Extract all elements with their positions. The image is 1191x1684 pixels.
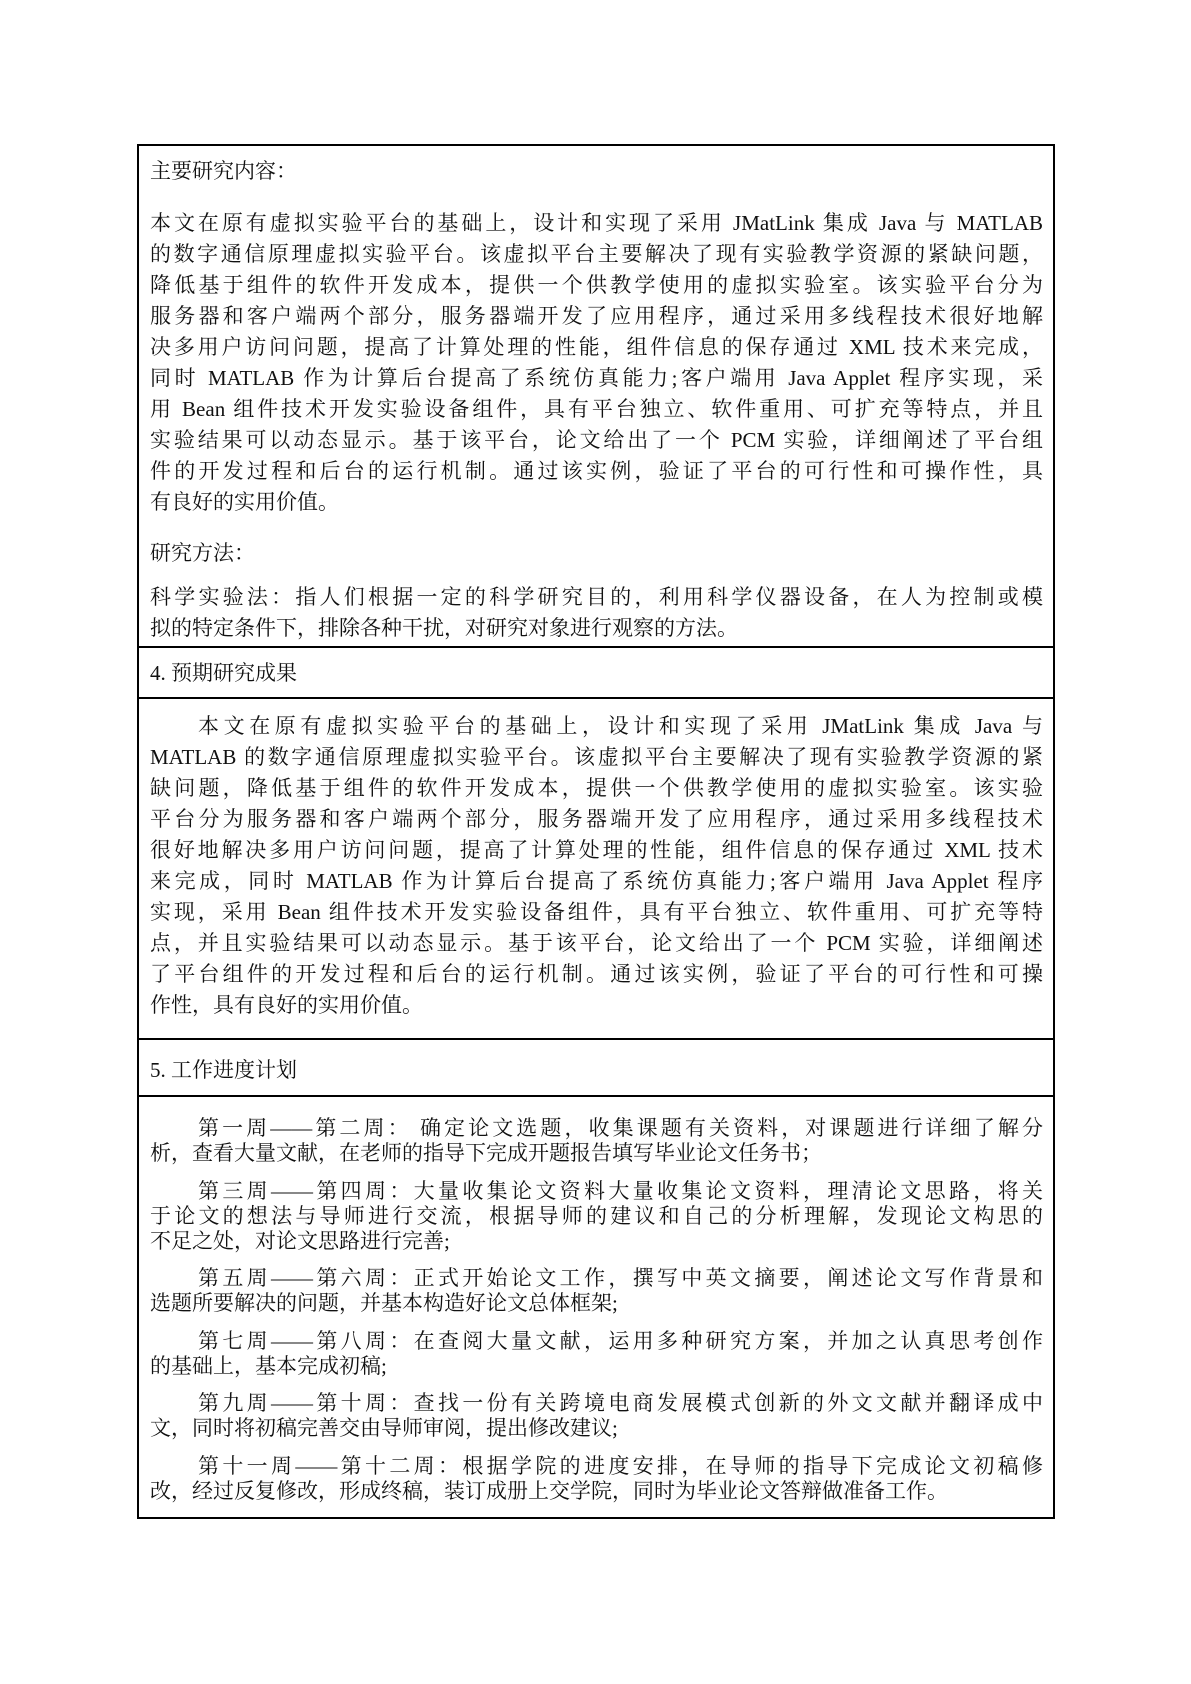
research-method-line: 拟的特定条件下，排除各种干扰，对研究对象进行观察的方法。 bbox=[150, 616, 738, 640]
research-content-line: 同时 MATLAB 作为计算后台提高了系统仿真能力;客户端用 Java Applet 程序实现，采 bbox=[150, 366, 1043, 390]
section-4-line: 点，并且实验结果可以动态显示。基于该平台，论文给出了一个 PCM 实验，详细阐述 bbox=[150, 931, 1043, 955]
section-4-line: 来完成，同时 MATLAB 作为计算后台提高了系统仿真能力;客户端用 Java Applet 程序 bbox=[150, 869, 1043, 893]
research-content-line: 有良好的实用价值。 bbox=[150, 490, 339, 514]
research-content-line: 本文在原有虚拟实验平台的基础上，设计和实现了采用 JMatLink 集成 Java 与 MATLAB bbox=[150, 211, 1043, 235]
schedule-line: 第九周——第十周：查找一份有关跨境电商发展模式创新的外文文献并翻译成中 bbox=[198, 1391, 1043, 1415]
research-content-line: 用 Bean 组件技术开发实验设备组件，具有平台独立、软件重用、可扩充等特点，并且 bbox=[150, 397, 1043, 421]
research-method-line: 科学实验法：指人们根据一定的科学研究目的，利用科学仪器设备，在人为控制或模 bbox=[150, 585, 1043, 609]
schedule-line: 第五周——第六周：正式开始论文工作，撰写中英文摘要，阐述论文写作背景和 bbox=[198, 1266, 1043, 1290]
research-content-line: 降低基于组件的软件开发成本，提供一个供教学使用的虚拟实验室。该实验平台分为 bbox=[150, 273, 1043, 297]
schedule-line: 第一周——第二周： 确定论文选题，收集课题有关资料，对课题进行详细了解分 bbox=[198, 1116, 1043, 1140]
section-4-line: 实现，采用 Bean 组件技术开发实验设备组件，具有平台独立、软件重用、可扩充等特 bbox=[150, 900, 1043, 924]
schedule-line: 不足之处，对论文思路进行完善; bbox=[150, 1228, 450, 1253]
schedule-line: 的基础上，基本完成初稿; bbox=[150, 1353, 387, 1378]
table-row-section-4-body bbox=[139, 699, 1053, 1040]
schedule-item bbox=[150, 1179, 1043, 1254]
schedule-line: 第七周——第八周：在查阅大量文献，运用多种研究方案，并加之认真思考创作 bbox=[198, 1328, 1043, 1353]
schedule-item bbox=[150, 1116, 1043, 1166]
research-method-heading: 研究方法： bbox=[150, 541, 255, 565]
section-4-line: 缺问题，降低基于组件的软件开发成本，提供一个供教学使用的虚拟实验室。该实验 bbox=[150, 776, 1043, 800]
research-method-paragraph bbox=[150, 582, 1043, 644]
section-4-line: 了平台组件的开发过程和后台的运行机制。通过该实例，验证了平台的可行性和可操 bbox=[150, 962, 1043, 986]
table-row-research-content bbox=[139, 146, 1053, 648]
section-4-line: 本文在原有虚拟实验平台的基础上，设计和实现了采用 JMatLink 集成 Java 与 bbox=[198, 714, 1043, 738]
schedule-item bbox=[150, 1266, 1043, 1316]
table-row-section-5-title bbox=[139, 1040, 1053, 1097]
research-content-line: 的数字通信原理虚拟实验平台。该虚拟平台主要解决了现有实验教学资源的紧缺问题， bbox=[150, 242, 1043, 266]
research-content-line: 服务器和客户端两个部分，服务器端开发了应用程序，通过采用多线程技术很好地解 bbox=[150, 304, 1043, 328]
schedule-line: 第三周——第四周：大量收集论文资料大量收集论文资料，理清论文思路，将关 bbox=[198, 1178, 1043, 1203]
research-content-line: 件的开发过程和后台的运行机制。通过该实例，验证了平台的可行性和可操作性，具 bbox=[150, 459, 1043, 483]
table-row-schedule bbox=[139, 1097, 1053, 1517]
schedule-item bbox=[150, 1329, 1043, 1379]
section-4-line: 作性，具有良好的实用价值。 bbox=[150, 993, 423, 1017]
schedule-line: 改，经过反复修改，形成终稿，装订成册上交学院，同时为毕业论文答辩做准备工作。 bbox=[150, 1478, 948, 1503]
research-content-paragraph bbox=[150, 208, 1043, 518]
research-content-heading: 主要研究内容： bbox=[150, 159, 297, 183]
schedule-line: 选题所要解决的问题，并基本构造好论文总体框架; bbox=[150, 1291, 618, 1315]
schedule-item bbox=[150, 1454, 1043, 1504]
schedule-line: 于论文的想法与导师进行交流，根据导师的建议和自己的分析理解，发现论文构思的 bbox=[150, 1203, 1043, 1228]
section-5-title: 5. 工作进度计划 bbox=[150, 1058, 297, 1082]
table-row-section-4-title bbox=[139, 648, 1053, 699]
section-4-line: MATLAB 的数字通信原理虚拟实验平台。该虚拟平台主要解决了现有实验教学资源的紧 bbox=[150, 745, 1043, 769]
form-table bbox=[137, 144, 1055, 1519]
section-4-title: 4. 预期研究成果 bbox=[150, 661, 297, 685]
research-content-line: 实验结果可以动态显示。基于该平台，论文给出了一个 PCM 实验，详细阐述了平台组 bbox=[150, 428, 1043, 452]
research-content-line: 决多用户访问问题，提高了计算处理的性能，组件信息的保存通过 XML 技术来完成， bbox=[150, 335, 1043, 359]
section-4-line: 平台分为服务器和客户端两个部分，服务器端开发了应用程序，通过采用多线程技术 bbox=[150, 807, 1043, 831]
schedule-item bbox=[150, 1391, 1043, 1441]
section-4-line: 很好地解决多用户访问问题，提高了计算处理的性能，组件信息的保存通过 XML 技术 bbox=[150, 838, 1043, 862]
schedule-line: 文，同时将初稿完善交由导师审阅，提出修改建议; bbox=[150, 1416, 618, 1440]
schedule-line: 第十一周——第十二周：根据学院的进度安排，在导师的指导下完成论文初稿修 bbox=[198, 1453, 1043, 1478]
schedule-line: 析，查看大量文献，在老师的指导下完成开题报告填写毕业论文任务书； bbox=[150, 1141, 822, 1165]
